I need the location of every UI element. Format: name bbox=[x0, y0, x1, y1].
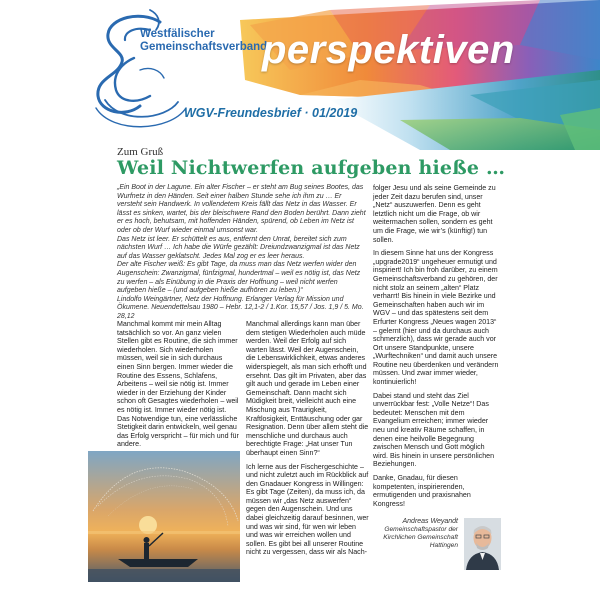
author-portrait bbox=[464, 518, 501, 570]
body-paragraph: folger Jesu und als seine Gemeinde zu jeder Zeit dazu berufen sind, unser „Netz“ auszuwerfen. Denn es geht letztlich nicht um die Frage, ob wir weitermachen sollen, sondern es geht um die Frage, wie wir’s (künftig!) tun sollen. bbox=[373, 184, 496, 244]
body-paragraph: Danke, Gnadau, für diesen kompetenten, inspirierenden, ermutigenden und praxisnahen Kongress! bbox=[373, 474, 471, 508]
text-column-2 bbox=[246, 320, 369, 562]
intro-quote bbox=[117, 184, 367, 322]
header-banner bbox=[0, 0, 600, 150]
body-paragraph: Ich lerne aus der Fischergeschichte – und nicht zuletzt auch im Rückblick auf den Gnadauer Kongress in Willingen: Es gibt Tage (Zeiten), da muss ich, da müssen wir „das Netz auswerfen“ gegen den Augenschein. Und uns dabei gleichzeitig darauf besinnen, wer und was wir sind, für wen wir leben und was wir erreichen wollen und sollen. Es gibt bei all unserer Routine nicht zu vergessen, dass wir als Nach- bbox=[246, 462, 369, 557]
quote-source: Lindolfo Weingärtner, Netz der Hoffnung. Erlanger Verlag für Mission und Ökumene. Neuendettelsau 1980 – Hebr. 12,1-2 / 1.Kor. 15,57 / Jos. 1,9 / 5. Mo. 28,12 bbox=[117, 295, 364, 320]
author-role: Gemeinschaftspastor der Kirchlichen Gemeinschaft Hattingen bbox=[383, 526, 458, 549]
issue-label: WGV-Freundesbrief · 01/2019 bbox=[184, 106, 358, 120]
magazine-title: perspektiven bbox=[262, 28, 515, 72]
body-paragraph: In diesem Sinne hat uns der Kongress „upgrade2019“ ungeheuer ermutigt und inspiriert! Ich bin froh darüber, zu einem Gemeinschaftsverband zu gehören, der nicht stolz an seinem „alten“ Platz verharrt! Bis hinein in viele Bezirke und Gemeinschaften haben auch wir im WGV – und das spätestens seit dem Erfurter Kongress „Neues wagen 2013“ – gelernt (hier und da durchaus auch schmerzlich), dass wir gerade auch vor Ort unsere Standpunkte, unsere „Wurftechniken“ und damit auch unsere Routine neu überdenken und verändern müssen. Und zwar immer wieder, kontinuierlich! bbox=[373, 249, 499, 387]
body-paragraph: Manchmal kommt mir mein Alltag tatsächlich so vor. An ganz vielen Stellen gibt es Routine, die sich immer wiederholen. Sich wiederholen müssen, weil sie in sich durchaus einen Sinn bergen. Immer wieder die Routine des Essens, Schlafens, Arbeitens – weil sie nötig ist. Immer wieder in der Erziehung der Kinder schon oft Gesagtes wiederholen – weil es nötig ist. Immer wieder nötig ist. Das Notwendige tun, eine verlässliche Stetigkeit darin entwickeln, weil genau das Erfolg verspricht – für mich und für andere. bbox=[117, 320, 239, 449]
body-paragraph: Dabei stand und steht das Ziel unverrückbar fest: „Volle Netze“! Das bedeutet: Menschen mit dem Evangelium erreichen; immer wieder neu und kreativ Räume schaffen, in denen eine heilvolle Begegnung zwischen Mensch und Gott möglich wird. Bis hinein in unsere persönlichen Beziehungen. bbox=[373, 391, 495, 469]
quote-paragraph: Das Netz ist leer. Er schüttelt es aus, entfernt den Unrat, bereitet sich zum nächsten Wurf … Ich habe die Würfe gezählt: Dreiundzwanzigmal ist das Netz auf das Wasser geklatscht. Jedes Mal zog er es leer heraus. bbox=[117, 235, 360, 260]
quote-paragraph: Der alte Fischer weiß: Es gibt Tage, da muss man das Netz werfen wider den Augenschein: Zwanzigmal, fünfzigmal, hundertmal – weil es nötig ist, das Netz zu werfen – als Einübung in die Praxis der Hoffnung – weil nicht werfen aufgeben hieße – (und aufgeben hieße aufhören zu leben.)“ bbox=[117, 261, 361, 295]
text-column-1 bbox=[117, 320, 239, 454]
org-name bbox=[140, 28, 267, 54]
fisherman-photo bbox=[88, 451, 240, 582]
author-name: Andreas Weyandt bbox=[402, 518, 458, 525]
org-name-line1: Westfälischer bbox=[140, 28, 215, 40]
org-name-line2: Gemeinschaftsverband bbox=[140, 41, 268, 53]
quote-paragraph: „Ein Boot in der Lagune. Ein alter Fischer – er steht am Bug seines Bootes, das Wurfnetz in den Händen. Seit einer halben Stunde sehe ich ihm zu … Er versteht sein Handwerk. In vollendetem Kreis fällt das Netz in das Wasser. Er lässt es sinken, wartet, bis der bleischwere Rand den Boden berührt. Dann zieht er es hoch, behutsam, mit hoffenden Händen, spürend, ob Leben im Netz ist oder ob der Wurf wieder einmal umsonst war. bbox=[117, 184, 366, 234]
body-paragraph: Manchmal allerdings kann man über dem stetigen Wiederholen auch müde werden. Weil der Erfolg auf sich warten lässt. Weil der Augenschein, die Lebenswirklichkeit, etwas anderes widerspiegelt, als man sich erhofft und ersehnt. Das gilt im Privaten, aber das gilt auch und gerade im Leben einer Gemeinschaft. Dann macht sich Müdigkeit breit, vielleicht auch eine Mischung aus Traurigkeit, Kraftlosigkeit, Enttäuschung oder gar Resignation. Denn über allem steht die menschliche und durchaus auch berechtigte Frage: „Hat unser Tun überhaupt einen Sinn?“ bbox=[246, 320, 369, 457]
banner-graphic bbox=[0, 0, 600, 150]
text-column-3 bbox=[373, 184, 501, 513]
section-kicker: Zum Gruß bbox=[117, 146, 164, 158]
article-headline: Weil Nichtwerfen aufgeben hieße … bbox=[117, 157, 506, 179]
signature-block bbox=[380, 518, 458, 550]
